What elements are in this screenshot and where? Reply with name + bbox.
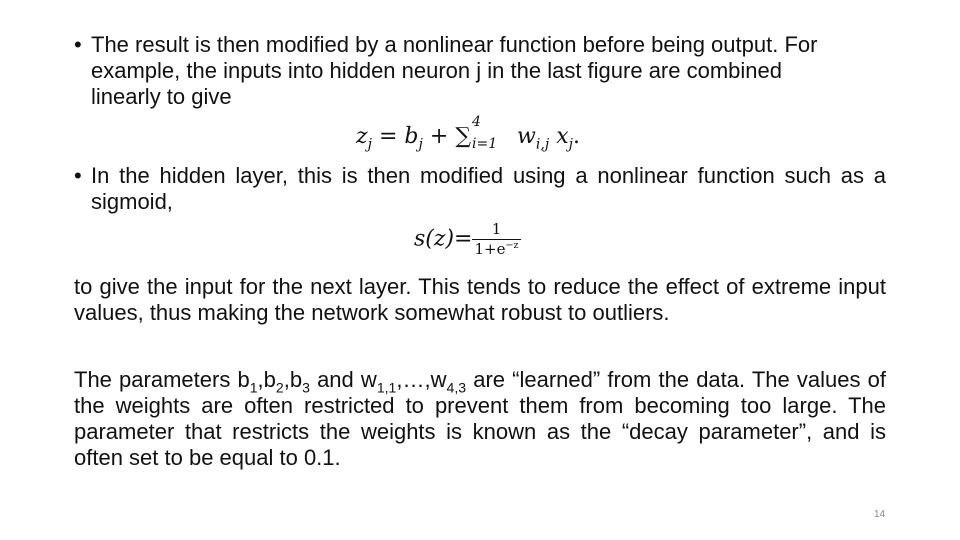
fraction-numerator: 1: [472, 220, 520, 240]
formula-operator: =: [378, 124, 398, 149]
formula-symbol: z: [356, 124, 368, 149]
formula-subscript: j: [367, 136, 372, 153]
bullet-dot-icon: •: [74, 163, 82, 188]
param-text: ,b: [257, 367, 276, 392]
sigmoid-formula: [414, 220, 521, 259]
sigmoid-fraction: [472, 220, 520, 259]
paragraph-parameters: [74, 367, 886, 471]
param-subscript: 1: [249, 379, 258, 396]
param-text: ,b: [283, 367, 303, 392]
sum-limits: [472, 114, 510, 152]
formula-period: .: [573, 124, 581, 149]
formula-symbol: x: [556, 124, 569, 149]
formula-subscript: i,j: [535, 136, 550, 153]
formula-symbol: w: [517, 124, 536, 149]
formula-subscript: j: [568, 136, 574, 153]
sum-symbol: ∑: [455, 124, 472, 149]
formula-operator: +: [429, 124, 449, 149]
bullet-item-nonlinear: [74, 32, 886, 110]
bullet-text: The result is then modified by a nonlinear function before being output. For example, the inputs into hidden neuron j in the last figure are combined linearly to give: [91, 32, 818, 109]
fraction-denominator: [472, 240, 520, 259]
sum-upper-limit: 4: [472, 114, 481, 130]
page-number: 14: [874, 509, 886, 520]
linear-combination-formula: [356, 114, 581, 153]
formula-subscript: j: [418, 136, 423, 153]
param-text: ,…,w: [396, 367, 447, 392]
bullet-dot-icon: •: [74, 32, 82, 57]
formula-symbol: b: [404, 124, 419, 149]
param-text: are “learned” from the data. The values of the weights are often restricted to prevent them from becoming too large. The parameter that restricts the weights is known as the “decay parameter”, and is often set to be equal to 0.1.: [74, 367, 886, 470]
bullet-text: In the hidden layer, this is then modified using a nonlinear function such as a sigmoid,: [91, 163, 886, 214]
paragraph-next-layer: to give the input for the next layer. This tends to reduce the effect of extreme input values, thus making the network somewhat robust to outliers.: [74, 274, 886, 325]
param-subscript: 2: [275, 379, 284, 396]
denominator-exponent: −z: [505, 240, 519, 251]
bullet-item-hidden-layer: [74, 163, 886, 215]
sum-lower-limit: i=1: [472, 136, 498, 152]
param-subscript: 4,3: [446, 379, 467, 396]
param-text: The parameters b: [74, 367, 250, 392]
param-subscript: 1,1: [376, 379, 397, 396]
param-subscript: 3: [302, 379, 310, 396]
denominator-base: 1+e: [474, 240, 506, 258]
sigmoid-lhs: s(z)=: [414, 226, 473, 252]
param-text: and w: [309, 367, 377, 392]
